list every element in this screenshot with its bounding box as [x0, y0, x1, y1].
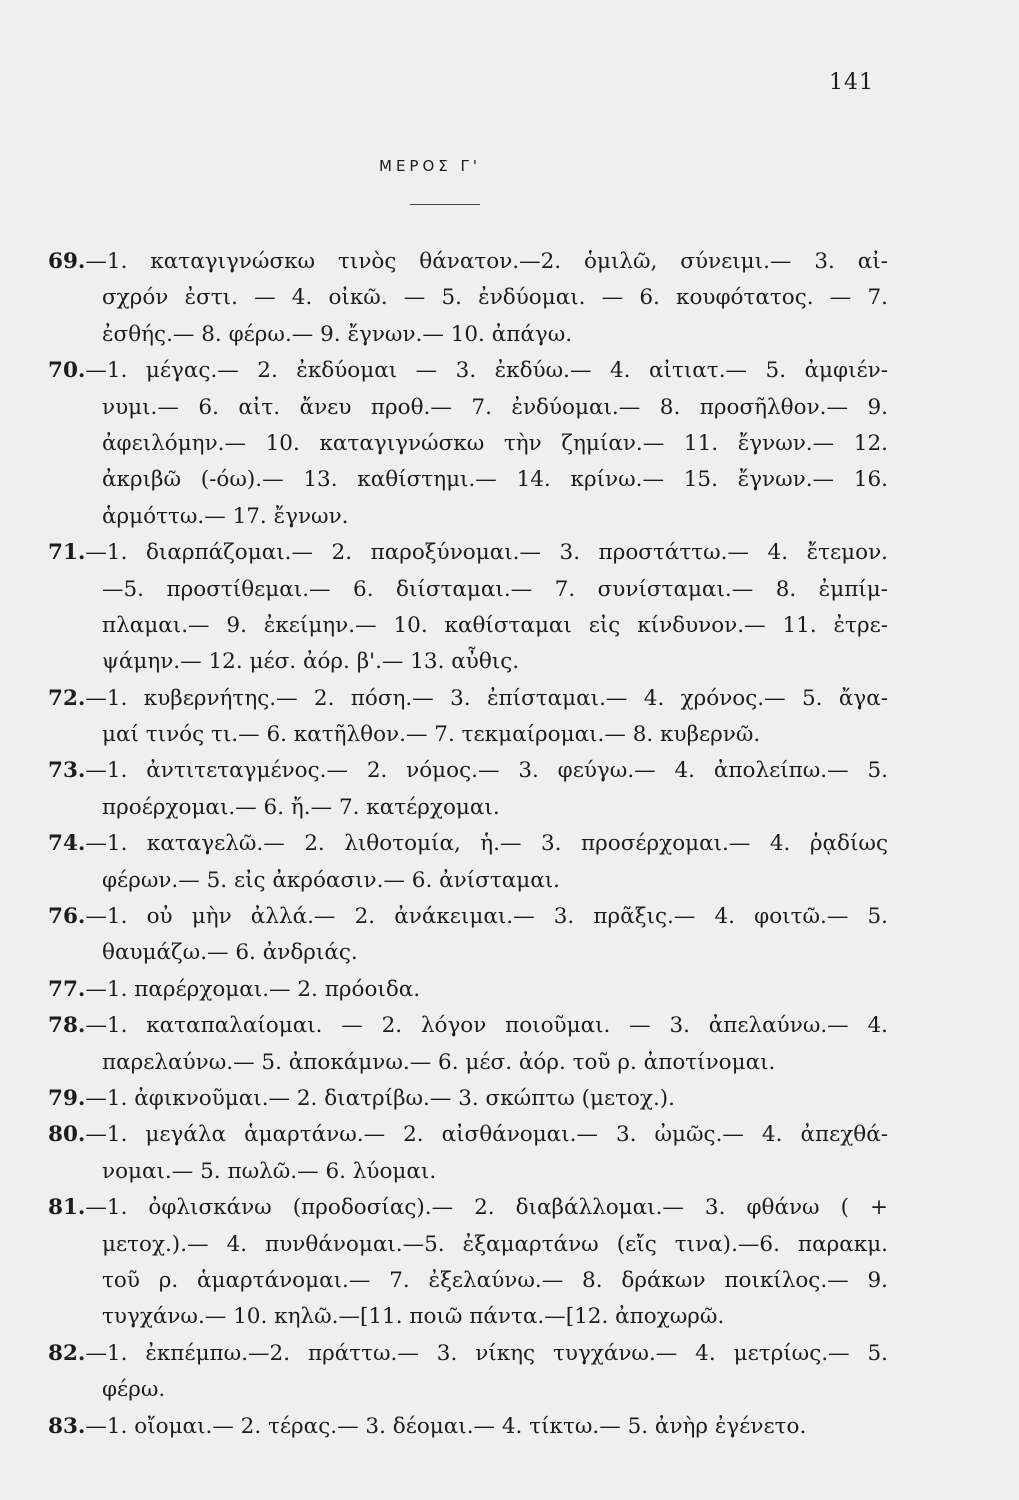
entry-line	[48, 899, 888, 935]
entry-number: 76.	[48, 904, 86, 930]
entry-text: —1. μεγάλα ἁμαρτάνω.— 2. αἰσθάνομαι.— 3. ὠμῶς.— 4. ἀπεχθά-	[85, 1122, 888, 1148]
entry-line	[48, 535, 888, 571]
entry-text: φέρων.— 5. εἰς ἀκρόασιν.— 6. ἀνίσταμαι.	[102, 867, 561, 893]
entry-text: ἀκριβῶ (-όω).— 13. καθίστημι.— 14. κρίνω.— 15. ἔγνων.— 16.	[102, 467, 888, 493]
entry-number: 77.	[48, 976, 86, 1002]
entry-line	[48, 244, 888, 280]
entry-number: 73.	[48, 758, 86, 784]
entry-number: 74.	[48, 831, 86, 857]
entry-line	[48, 644, 888, 680]
entry-text: —5. προστίθεμαι.— 6. διίσταμαι.— 7. συνίσταμαι.— 8. ἐμπίμ-	[102, 576, 888, 602]
entry-text: σχρόν ἐστι. — 4. οἰκῶ. — 5. ἐνδύομαι. — 6. κουφότατος. — 7.	[102, 285, 888, 311]
entry-line	[48, 1263, 888, 1299]
entry-text: —1. μέγας.— 2. ἐκδύομαι — 3. ἐκδύω.— 4. αἰτιατ.— 5. ἀμφιέν-	[85, 358, 888, 384]
entry-text: μετοχ.).— 4. πυνθάνομαι.—5. ἐξαμαρτάνω (εἴς τινα).—6. παρακμ.	[102, 1231, 888, 1257]
entry-text: πλαμαι.— 9. ἐκείμην.— 10. καθίσταμαι εἰς κίνδυνον.— 11. ἐτρε-	[102, 612, 888, 638]
entry-line	[48, 1117, 888, 1153]
entry-number: 79.	[48, 1085, 86, 1111]
entry-number: 71.	[48, 540, 86, 566]
entry-line	[48, 608, 888, 644]
entry-text: ἀφειλόμην.— 10. καταγιγνώσκω τὴν ζημίαν.— 11. ἔγνων.— 12.	[102, 430, 888, 456]
entry-text: —1. καταγελῶ.— 2. λιθοτομία, ἡ.— 3. προσέρχομαι.— 4. ῥᾳδίως	[85, 831, 888, 857]
entry-text: φέρω.	[102, 1377, 166, 1403]
entry-line	[48, 280, 888, 316]
entry-line	[48, 1154, 888, 1190]
entry-line	[48, 753, 888, 789]
entry-text: προέρχομαι.— 6. ἤ.— 7. κατέρχομαι.	[102, 794, 500, 820]
entry-line	[48, 1081, 888, 1117]
entry-line	[48, 972, 888, 1008]
entry-text: μαί τινός τι.— 6. κατῆλθον.— 7. τεκμαίρομαι.— 8. κυβερνῶ.	[102, 722, 761, 748]
entry-number: 70.	[48, 358, 86, 384]
entry-text: νυμι.— 6. αἰτ. ἄνευ προθ.— 7. ἐνδύομαι.— 8. προσῆλθον.— 9.	[102, 394, 888, 420]
entry-number: 72.	[48, 685, 86, 711]
entry-number: 82.	[48, 1340, 86, 1366]
entry-text: θαυμάζω.— 6. ἀνδριάς.	[102, 940, 358, 966]
entry-line	[48, 1190, 888, 1226]
entry-text: τοῦ ρ. ἁμαρτάνομαι.— 7. ἐξελαύνω.— 8. δράκων ποικίλος.— 9.	[102, 1267, 888, 1293]
entry-text: νομαι.— 5. πωλῶ.— 6. λύομαι.	[102, 1158, 437, 1184]
heading-rule	[410, 204, 480, 205]
entry-line	[48, 499, 888, 535]
entry-text: —1. παρέρχομαι.— 2. πρόοιδα.	[85, 976, 421, 1002]
entry-line	[48, 935, 888, 971]
entry-text: ἁρμόττω.— 17. ἔγνων.	[102, 503, 349, 529]
entry-text: —1. ἀντιτεταγμένος.— 2. νόμος.— 3. φεύγω.— 4. ἀπολείπω.— 5.	[85, 758, 888, 784]
entry-line	[48, 572, 888, 608]
answer-entries	[48, 244, 888, 1445]
section-heading: ΜΕΡΟΣ Γ'	[379, 157, 481, 175]
entry-number: 69.	[48, 249, 86, 274]
entry-line	[48, 1299, 888, 1335]
entry-text: —1. οἴομαι.— 2. τέρας.— 3. δέομαι.— 4. τίκτω.— 5. ἀνὴρ ἐγένετο.	[85, 1413, 807, 1439]
entry-text: —1. ὀφλισκάνω (προδοσίας).— 2. διαβάλλομαι.— 3. φθάνω ( +	[85, 1195, 888, 1221]
entry-line	[48, 1336, 888, 1372]
entry-text: —1. κυβερνήτης.— 2. πόση.— 3. ἐπίσταμαι.— 4. χρόνος.— 5. ἄγα-	[85, 685, 888, 711]
entry-number: 81.	[48, 1195, 86, 1221]
entry-line	[48, 790, 888, 826]
entry-text: —1. οὐ μὴν ἀλλά.— 2. ἀνάκειμαι.— 3. πρᾶξις.— 4. φοιτῶ.— 5.	[85, 904, 888, 930]
page-number: 141	[829, 70, 874, 95]
entry-text: ἐσθής.— 8. φέρω.— 9. ἔγνων.— 10. ἀπάγω.	[102, 321, 573, 347]
entry-line	[48, 1372, 888, 1408]
entry-text: —1. καταγιγνώσκω τινὸς θάνατον.—2. ὁμιλῶ, σύνειμι.— 3. αἰ-	[85, 249, 888, 274]
entry-number: 83.	[48, 1413, 86, 1439]
entry-number: 78.	[48, 1013, 86, 1039]
entry-text: —1. καταπαλαίομαι. — 2. λόγον ποιοῦμαι. — 3. ἀπελαύνω.— 4.	[85, 1013, 888, 1039]
entry-line	[48, 1008, 888, 1044]
entry-line	[48, 717, 888, 753]
entry-line	[48, 426, 888, 462]
entry-text: —1. ἐκπέμπω.—2. πράττω.— 3. νίκης τυγχάνω.— 4. μετρίως.— 5.	[85, 1340, 888, 1366]
entry-line	[48, 863, 888, 899]
entry-line	[48, 1409, 888, 1445]
entry-line	[48, 681, 888, 717]
entry-text: —1. ἀφικνοῦμαι.— 2. διατρίβω.— 3. σκώπτω (μετοχ.).	[85, 1085, 676, 1111]
entry-text: τυγχάνω.— 10. κηλῶ.—[11. ποιῶ πάντα.—[12. ἀποχωρῶ.	[102, 1304, 725, 1330]
entry-line	[48, 1045, 888, 1081]
entry-line	[48, 1227, 888, 1263]
entry-line	[48, 353, 888, 389]
entry-text: παρελαύνω.— 5. ἀποκάμνω.— 6. μέσ. ἀόρ. τοῦ ρ. ἀποτίνομαι.	[102, 1049, 776, 1075]
entry-text: ψάμην.— 12. μέσ. ἀόρ. β'.— 13. αὖθις.	[102, 649, 520, 675]
entry-line	[48, 390, 888, 426]
entry-number: 80.	[48, 1122, 86, 1148]
entry-text: —1. διαρπάζομαι.— 2. παροξύνομαι.— 3. προστάττω.— 4. ἔτεμον.	[85, 540, 888, 566]
entry-line	[48, 317, 888, 353]
entry-line	[48, 462, 888, 498]
entry-line	[48, 826, 888, 862]
